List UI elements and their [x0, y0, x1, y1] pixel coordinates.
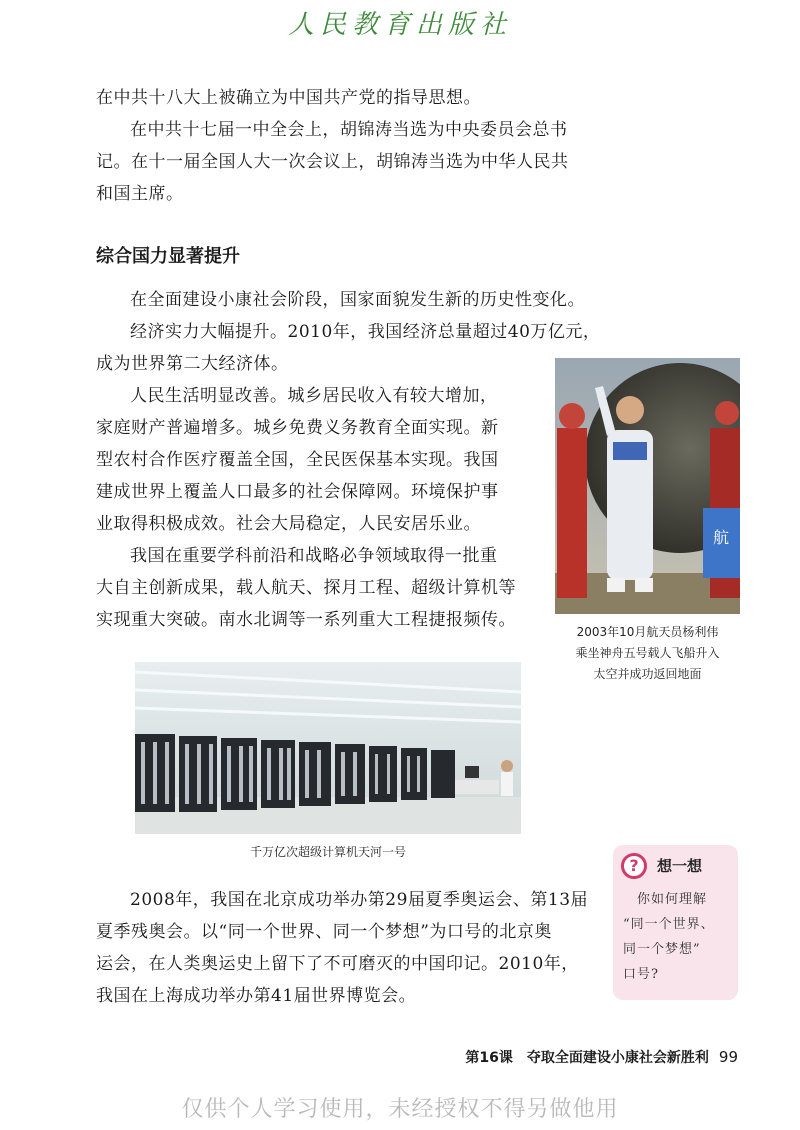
section-title: 综合国力显著提升: [96, 246, 240, 267]
paragraph-line: 在全面建设小康社会阶段，国家面貌发生新的历史性变化。: [130, 290, 585, 310]
think-title: 想一想: [657, 857, 703, 875]
think-body: [623, 887, 733, 987]
astronaut-photo: [555, 358, 740, 614]
paragraph-line: 我国在上海成功举办第41届世界博览会。: [96, 986, 417, 1006]
paragraph-line: 经济实力大幅提升。2010年，我国经济总量超过40万亿元，: [130, 322, 601, 342]
think-line: 同一个梦想”: [623, 942, 701, 957]
think-line: 你如何理解: [623, 892, 708, 907]
question-icon: ?: [621, 853, 647, 879]
paragraph-line: 大自主创新成果，载人航天、探月工程、超级计算机等: [96, 578, 516, 598]
paragraph-line: 运会，在人类奥运史上留下了不可磨灭的中国印记。2010年，: [96, 954, 579, 974]
paragraph-line: 记。在十一届全国人大一次会议上，胡锦涛当选为中华人民共: [96, 152, 569, 172]
footer: [465, 1047, 738, 1067]
caption-line: 太空并成功返回地面: [593, 667, 702, 681]
think-box: [613, 845, 738, 1000]
paragraph-line: 人民生活明显改善。城乡居民收入有较大增加，: [130, 386, 498, 406]
supercomputer-caption: 千万亿次超级计算机天河一号: [249, 845, 406, 859]
watermark: 仅供个人学习使用，未经授权不得另做他用: [181, 1097, 619, 1122]
think-line: “同一个世界、: [623, 917, 715, 932]
paragraph-line: 和国主席。: [96, 184, 184, 204]
paragraph-line: 业取得积极成效。社会大局稳定，人民安居乐业。: [96, 514, 481, 534]
think-line: 口号?: [623, 967, 659, 982]
caption-line: 乘坐神舟五号载人飞船升入: [575, 646, 720, 660]
paragraph-line: 2008年，我国在北京成功举办第29届夏季奥运会、第13届: [130, 890, 589, 910]
sign-text: 航: [713, 528, 730, 547]
paragraph-line: 型农村合作医疗覆盖全国，全民医保基本实现。我国: [96, 450, 499, 470]
lesson-title: 第16课 夺取全面建设小康社会新胜利: [465, 1050, 709, 1066]
astronaut-caption: [555, 622, 740, 685]
publisher-logo: 人民教育出版社: [287, 10, 512, 40]
paragraph-line: 建成世界上覆盖人口最多的社会保障网。环境保护事: [96, 482, 499, 502]
supercomputer-photo: [135, 662, 521, 834]
page-number: 99: [718, 1048, 738, 1066]
paragraph-line: 成为世界第二大经济体。: [96, 354, 289, 374]
paragraph-line: 家庭财产普遍增多。城乡免费义务教育全面实现。新: [96, 418, 499, 438]
paragraph-line: 实现重大突破。南水北调等一系列重大工程捷报频传。: [96, 610, 516, 630]
paragraph-line: 夏季残奥会。以“同一个世界、同一个梦想”为口号的北京奥: [96, 922, 552, 942]
caption-line: 2003年10月航天员杨利伟: [576, 625, 719, 639]
paragraph-line: 我国在重要学科前沿和战略必争领域取得一批重: [130, 546, 498, 566]
paragraph-line: 在中共十七届一中全会上，胡锦涛当选为中央委员会总书: [130, 120, 568, 140]
paragraph-line: 在中共十八大上被确立为中国共产党的指导思想。: [96, 88, 481, 108]
